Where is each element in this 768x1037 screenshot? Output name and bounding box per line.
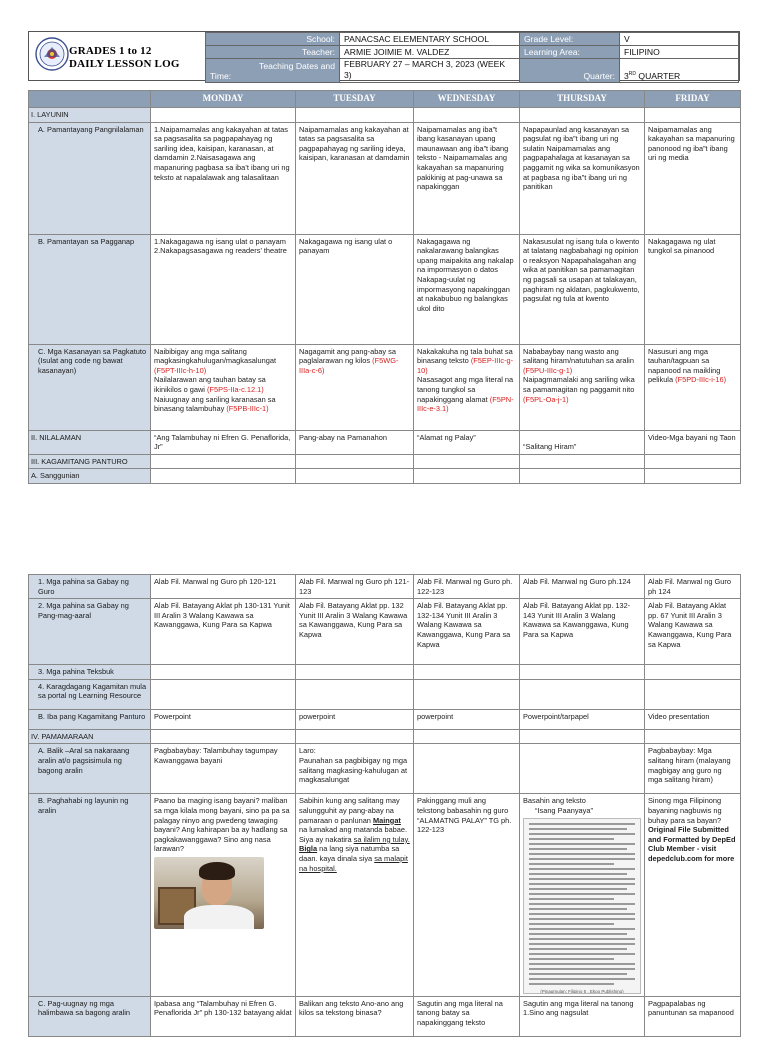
gabay-mon: Alab Fil. Manwal ng Guro ph 120-121 [151,575,296,599]
pag-uugnay-label [29,996,151,1036]
gabay-tue: Alab Fil. Manwal ng Guro ph 121-123 [296,575,414,599]
iba-pang-row [29,709,741,729]
pang-mag-aaral-label [29,599,151,665]
day-tuesday: TUESDAY [296,91,414,108]
row-label-b [29,234,151,344]
balik-aral-label [29,744,151,794]
paghahabi-row [29,794,741,996]
paghahabi-tue-u4: sa malapit na hospital. [299,853,408,873]
balik-aral-row [29,744,741,794]
quarter-word: QUARTER [636,71,681,81]
teksbuk-label-text: 3. Mga pahina Teksbuk [38,667,114,677]
paghahabi-mon-text: Paano ba maging isang bayani? maliban sa mga kilala mong bayani, sino pa pa sa palagay ninyo ang pwedeng tawaging bayani? Ang kahirapan ba ay hadlang sa pagkakawanggawa? Sino ang nasa larawan? [154,796,290,854]
pag-uugnay-label-text: C. Pag-uugnay ng mga halimbawa sa bagong aralin [38,998,131,1018]
paghahabi-tue-1: Sabihin kung ang salitang may salungguhit ay pang-abay na pamaraan o panlunan [299,796,400,825]
gabay-guro-label [29,575,151,599]
quarter-label [520,59,620,83]
paghahabi-tue-u3: Bigla [299,844,318,854]
nilalaman-fri: Video-Mga bayani ng Taon [645,430,741,454]
gabay-guro-row [29,575,741,599]
c-wed-code-2: (F5PN-IIIc-e-3.1) [417,394,514,414]
karagdagang-label-text: 4. Karagdagang Kagamitan mula sa portal ng Learning Resource [38,681,147,701]
pag-uugnay-tue: Balikan ang teksto Ano-ano ang kilos sa tekstong binasa? [296,996,414,1036]
kasanayan-row [29,344,741,430]
balik-tue-text: Paunahan sa pagbibigay ng mga salitang magkasing-kahulugan at magkasalungat [299,755,408,785]
paghahabi-thu-subtitle: “Isang Paanyaya” [535,805,593,815]
c-thu-text-1: Nababaybay nang wasto ang salitang hiram/natutuhan sa aralin [523,346,634,366]
row-label-c [29,344,151,430]
cell-a-thu: Napapaunlad ang kasanayan sa pagsulat ng iba”t ibang uri ng sulatin Naipamamalas ang pagpapahalaga at kasanayan sa paggamit ng wika sa komunikasyon at pagbasa ng iba”t ibang uri ng panitikan [520,122,645,234]
layunin-label: I. LAYUNIN [29,108,151,123]
iba-pang-label [29,709,151,729]
cell-c-tue [296,344,414,430]
area-value: FILIPINO [620,46,739,59]
pamamaraan-row [29,729,741,744]
cell-b-mon: 1.Nakagagawa ng isang ulat o panayam 2.Nakapagsasagawa ng readers’ theatre [151,234,296,344]
balik-thu [520,744,645,794]
sanggunian-row [29,469,741,484]
school-value: PANACSAC ELEMENTARY SCHOOL [340,33,520,46]
iba-mon: Powerpoint [151,709,296,729]
day-wednesday: WEDNESDAY [414,91,520,108]
c-mon-code-2: (F5PS-IIa-c.12.1) [207,384,264,394]
header-info-table [205,32,739,83]
row-label-a [29,122,151,234]
isang-paanyaya-caption: (Pinagmulan: Filipino 5 , Ekoo Publishing) [540,988,624,994]
iba-tue: powerpoint [296,709,414,729]
iba-pang-label-text: B. Iba pang Kagamitang Panturo [38,711,146,721]
gabay-fri: Alab Fil. Manwal ng Guro ph 124 [645,575,741,599]
paghahabi-fri-2: Original File Submitted and Formatted by DepEd Club Member - visit depedclub.com for more [648,825,736,863]
grade-value: V [620,33,739,46]
c-thu-code-1: (F5PU-IIIc-g-1) [523,365,573,375]
day-header-row [29,91,741,108]
deped-seal-icon [35,37,69,71]
pamantayan-pagganap-row [29,234,741,344]
paghahabi-label-text: B. Paghahabi ng layunin ng aralin [38,796,129,815]
c-mon-code-3: (F5PB-IIIc-1) [226,404,269,414]
c-tue-text-1: Nagagamit ang pang-abay sa paglalarawan ng kilos [299,346,396,366]
iba-thu: Powerpoint/tarpapel [520,709,645,729]
paghahabi-tue-2: na lumakad ang matanda babae. Siya ay nakatira [299,825,408,844]
grade-label: Grade Level: [520,33,620,46]
dates-value [340,59,520,83]
paghahabi-thu [520,794,645,996]
dll-title-line2: DAILY LESSON LOG [69,58,180,70]
c-wed-text-1: Nakakakuha ng tala buhat sa binasang teksto [417,346,513,366]
aaral-thu: Alab Fil. Batayang Aklat pp. 132-143 Yunit III Aralin 3 Walang Kawawa sa Kawanggawa, Kung Para sa Kapwa [520,599,645,665]
cell-c-thu [520,344,645,430]
paghahabi-fri [645,794,741,996]
c-thu-text-2: Naipagmamalaki ang sariling wika sa pamamagitan ng paggamit nito [523,375,635,394]
sanggunian-label: A. Sanggunian [29,469,151,484]
cell-c-mon [151,344,296,430]
balik-mon: Pagbabaybay: Talambuhay tagumpay Kawanggawa bayani [151,744,296,794]
gabay-wed: Alab Fil. Manwal ng Guro ph. 122-123 [414,575,520,599]
teksbuk-label [29,665,151,680]
pag-uugnay-row [29,996,741,1036]
paghahabi-tue-4: na lang siya natumba sa daan. kaya dinala siya [299,844,400,863]
row-label-a-text: A. Pamantayang Pangnilalaman [38,124,144,134]
cell-a-wed: Naipamamalas ang iba”t ibang kasanayan upang maunawaan ang iba”t ibang teksto - Naipamamalas ang kakayahan sa mapanuring pakikinig at pag-unawa sa napakinggan [414,122,520,234]
teksbuk-row [29,665,741,680]
cell-b-tue: Nakagagawa ng isang ulat o panayam [296,234,414,344]
nilalaman-mon: “Ang Talambuhay ni Efren G. Penaflorida, Jr” [151,430,296,454]
quarter-label-text: Quarter: [583,71,615,81]
cell-b-fri: Nakagagawa ng ulat tungkol sa pinanood [645,234,741,344]
paghahabi-tue-u1: Maingat [372,815,401,825]
c-mon-text-3: Naiuugnay ang sariling karanasan sa binasang talambuhay [154,394,276,414]
pang-mag-aaral-label-text: 2. Mga pahina sa Gabay ng Pang-mag-aaral [38,601,129,620]
paghahabi-thu-title: Basahin ang teksto [523,796,586,806]
cell-c-wed [414,344,520,430]
layunin-row [29,108,741,123]
dll-title-line1: GRADES 1 to 12 [69,45,152,57]
pang-mag-aaral-row [29,599,741,665]
balik-tue [296,744,414,794]
balik-aral-label-text: A. Balik –Aral sa nakaraang aralin at/o pagsisimula ng bagong aralin [38,746,130,775]
aaral-wed: Alab Fil. Batayang Aklat pp. 132-134 Yunit III Aralin 3 Walang Kawawa sa Kawanggawa, Kung Para sa Kapwa [414,599,520,665]
paghahabi-tue-u2: sa ilalim ng tulay. [353,834,410,844]
pamamaraan-label: IV. PAMAMARAAN [29,729,151,744]
pag-uugnay-mon: Ipabasa ang “Talambuhay ni Efren G. Penaflorida Jr” ph 130-132 batayang aklat [151,996,296,1036]
gabay-thu: Alab Fil. Manwal ng Guro ph.124 [520,575,645,599]
lesson-table-objectives [28,90,741,484]
teacher-label: Teacher: [206,46,340,59]
dates-text: FEBRUARY 27 – MARCH 3, 2023 (WEEK 3) [344,59,506,80]
row-label-b-text: B. Pamantayan sa Pagganap [38,236,135,246]
paghahabi-fri-1: Sinong mga Filipinong bayaning nagbuwis ng buhay para sa bayan? [648,796,722,825]
karagdagang-row [29,679,741,709]
photo-efren-penaflorida [154,857,264,929]
cell-c-fri [645,344,741,430]
quarter-sup: RD [628,71,637,78]
c-mon-text-1: Naibibigay ang mga salitang magkasingkahulugan/magkasalungat [154,346,277,366]
aaral-tue: Alab Fil. Batayang Aklat pp. 132 Yunit III Aralin 3 Walang Kawawa sa Kawanggawa, Kung Para sa Kapwa [296,599,414,665]
nilalaman-wed: “Alamat ng Palay” [414,430,520,454]
cell-b-wed: Nakagagawa ng nakalarawang balangkas upang maipakita ang nakalap na impormasyon o datos Nakapag-uulat ng impormasyong napakinggan at nakabubuo ng balangkas ukol dito [414,234,520,344]
pag-uugnay-fri: Pagpapalabas ng panuntunan sa mapanood [645,996,741,1036]
cell-a-mon: 1.Naipamamalas ang kakayahan at tatas sa pagsasalita sa pagpapahayag ng sariling idea, kaisipan, karanasan, at damdamin 2.Naisasagawa ang mapanuring pagbasa sa iba’t ibang uri ng teksto at napalalawak ang talasalitaan [151,122,296,234]
nilalaman-label: II. NILALAMAN [29,430,151,454]
photo-shirt-shape [184,905,254,929]
school-label: School: [206,33,340,46]
dll-header [28,31,740,81]
aaral-mon: Alab Fil. Batayang Aklat ph 130-131 Yunit III Aralin 3 Walang Kawawa sa Kawanggawa, Kung Para sa Kapwa [151,599,296,665]
nilalaman-tue: Pang-abay na Pamanahon [296,430,414,454]
lesson-table-procedures [28,574,741,1037]
isang-paanyaya-text-image [523,818,641,994]
day-thursday: THURSDAY [520,91,645,108]
c-mon-text-2: Nailalarawan ang tauhan batay sa ikinikilos o gawi [154,375,266,394]
c-fri-code-1: (F5PD-IIIc-i-16) [675,375,727,385]
cell-a-tue: Naipamamalas ang kakayahan at tatas sa pagsasalita sa pagpapahayag ng sariling ideya, kaisipan, karanasan at damdamin [296,122,414,234]
kagamitang-label: III. KAGAMITANG PANTURO [29,454,151,469]
c-wed-text-2: Nasasagot ang mga literal na tanong tungkol sa napakinggang alamat [417,375,514,404]
c-tue-code-1: (F5WG-IIIa-c-6) [299,356,399,375]
quarter-value [620,59,739,83]
day-monday: MONDAY [151,91,296,108]
dates-label-line2: Time: [210,70,232,81]
iba-wed: powerpoint [414,709,520,729]
dates-label-line1: Teaching Dates and [259,60,335,71]
c-wed-code-1: (F5EP-IIIc-g-10) [417,356,514,375]
area-label: Learning Area: [520,46,620,59]
balik-fri: Pagbabaybay: Mga salitang hiram (malayang magbigay ang guro ng mga salitang hiram) [645,744,741,794]
karagdagang-label [29,679,151,709]
paghahabi-wed: Pakinggang muli ang tekstong babasahin ng guro “ALAMATNG PALAY” TG ph. 122-123 [414,794,520,996]
c-mon-code-1: (F5PT-IIIc-h-10) [154,365,207,375]
day-header-empty [29,91,151,108]
pag-uugnay-wed: Sagutin ang mga literal na tanong batay sa napakinggang teksto [414,996,520,1036]
c-fri-text-1: Nasusuri ang mga tauhan/tagpuan sa napanood na maikling pelikula [648,346,721,385]
paghahabi-mon [151,794,296,996]
c-thu-code-2: (F5PL-Oa-j-1) [523,394,569,404]
balik-tue-title: Laro: [299,746,316,756]
photo-hair-shape [199,862,235,880]
dates-label [206,59,340,83]
cell-a-fri: Naipamamalas ang kakayahan sa mapanuring panonood ng iba”t ibang uri ng media [645,122,741,234]
gabay-guro-label-text: 1. Mga pahina sa Gabay ng Guro [38,577,129,596]
dll-title-block [29,32,206,80]
kagamitang-row [29,454,741,469]
paghahabi-label [29,794,151,996]
aaral-fri: Alab Fil. Batayang Aklat pp. 67 Yunit III Aralin 3 Walang Kawawa sa Kawanggawa, Kung Para sa Kapwa [645,599,741,665]
quarter-num: 3 [624,71,629,81]
row-label-c-text: C. Mga Kasanayan sa Pagkatuto (Isulat ang code ng bawat kasanayan) [38,346,147,375]
pamantayang-pangnilalaman-row [29,122,741,234]
balik-wed [414,744,520,794]
nilalaman-row [29,430,741,454]
iba-fri: Video presentation [645,709,741,729]
nilalaman-thu: “Salitang Hiram” [520,430,645,454]
cell-b-thu: Nakasusulat ng isang tula o kwento at talatang nagbabahagi ng opinion o reaksyon Napapahalagahan ang wika at panitikan sa pamamagitan ng pagsali sa usapan at talakayan, paghiram ng aklatan, pagkukwento, pagsulat ng tula at kwento [520,234,645,344]
pag-uugnay-thu: Sagutin ang mga literal na tanong 1.Sino ang nagsulat [520,996,645,1036]
paghahabi-tue [296,794,414,996]
day-friday: FRIDAY [645,91,741,108]
teacher-value: ARMIE JOIMIE M. VALDEZ [340,46,520,59]
